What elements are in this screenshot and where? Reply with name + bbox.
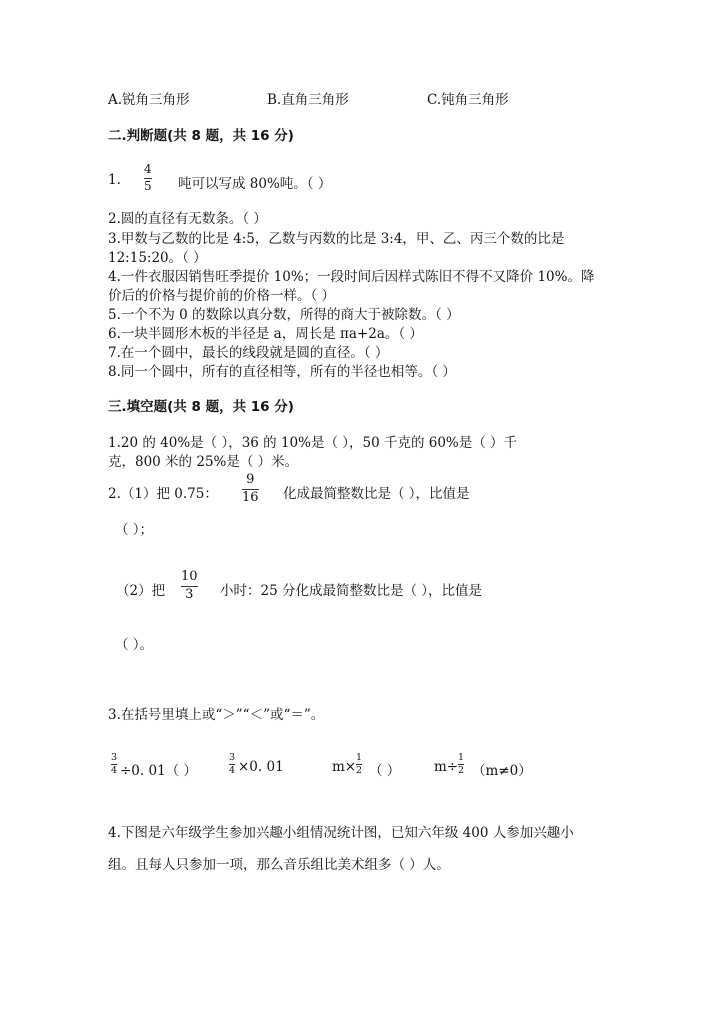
s3-q3: 3.在括号里填上或“＞”“＜”或“＝”。 <box>108 707 325 723</box>
fraction-denominator: 2 <box>356 764 363 776</box>
s2-q4-line1: 4.一件衣服因销售旺季提价 10%；一段时间后因样式陈旧不得不又降价 10%。降 <box>108 269 595 285</box>
s2-q7: 7.在一个圆中，最长的线段就是圆的直径。（ ） <box>108 345 389 361</box>
s2-q4-line2: 价后的价格与提价前的价格一样。（ ） <box>108 288 336 304</box>
s2-q3-line1: 3.甲数与乙数的比是 4:5，乙数与丙数的比是 3:4，甲、乙、丙三个数的比是 <box>108 231 565 247</box>
fraction-numerator: 9 <box>246 472 255 487</box>
s2-q8: 8.同一个圆中，所有的直径相等，所有的半径也相等。（ ） <box>108 364 456 380</box>
fraction-denominator: 3 <box>185 586 194 602</box>
expr-m-div: m÷ <box>434 759 459 775</box>
fraction-denominator: 16 <box>242 489 259 505</box>
s3-q2a-fraction <box>242 473 259 506</box>
fraction-denominator: 4 <box>229 764 236 776</box>
expr-fraction-2 <box>229 753 235 776</box>
s2-q5: 5.一个不为 0 的数除以真分数，所得的商大于被除数。（ ） <box>108 307 460 323</box>
s3-q1-line2: 克，800 米的 25%是（ ）米。 <box>108 454 299 470</box>
fraction-denominator: 2 <box>458 764 465 776</box>
expr-m-times: m× <box>332 759 357 775</box>
fraction-numerator: 10 <box>181 569 198 584</box>
s3-q2b-suffix: 小时：25 分化成最简整数比是（ ），比值是 <box>220 583 483 599</box>
section-2-heading: 二.判断题(共 8 题，共 16 分) <box>108 128 294 144</box>
fraction-numerator: 4 <box>144 162 152 176</box>
s2-q3-line2: 12:15:20。（ ） <box>108 250 207 266</box>
s3-q2b-blank: （ ）。 <box>115 637 154 653</box>
fraction-numerator: 3 <box>229 752 236 763</box>
fraction-numerator: 1 <box>356 752 363 763</box>
s2-q1-number: 1. <box>108 172 121 188</box>
s3-q4-line1: 4.下图是六年级学生参加兴趣小组情况统计图，已知六年级 400 人参加兴趣小 <box>108 825 574 841</box>
expr-fraction-4 <box>458 753 464 776</box>
s3-q1-line1: 1.20 的 40%是（ ），36 的 10%是（ ），50 千克的 60%是（ ）千 <box>108 435 518 451</box>
s3-q4-line2: 组。且每人只参加一项，那么音乐组比美术组多（ ）人。 <box>108 857 450 873</box>
expr-4: （m≠0） <box>472 763 532 779</box>
s3-q2b-fraction <box>181 570 198 603</box>
s2-q1-fraction <box>144 163 152 194</box>
fraction-numerator: 3 <box>111 752 118 763</box>
expr-2: ×0. 01 <box>238 759 284 775</box>
expr-fraction-3 <box>356 753 362 776</box>
option-a: A.锐角三角形 <box>108 92 190 108</box>
s3-q2b-prefix: （2）把 <box>116 583 166 599</box>
fraction-denominator: 5 <box>144 178 152 193</box>
expr-fraction-1 <box>111 753 117 776</box>
s3-q2a-prefix: 2.（1）把 0.75： <box>108 486 218 502</box>
s3-q2a-suffix: 化成最简整数比是（ ），比值是 <box>283 486 470 502</box>
expr-1: ÷0. 01（ ） <box>120 763 197 779</box>
fraction-numerator: 1 <box>458 752 465 763</box>
fraction-denominator: 4 <box>111 764 118 776</box>
option-b: B.直角三角形 <box>267 92 349 108</box>
option-c: C.钝角三角形 <box>427 92 509 108</box>
s2-q6: 6.一块半圆形木板的半径是 a，周长是 πa+2a。（ ） <box>108 326 423 342</box>
s3-q2a-blank: （ ）； <box>115 522 154 538</box>
s2-q1-text: 吨可以写成 80%吨。（ ） <box>178 176 332 192</box>
expr-3: （ ） <box>369 763 401 779</box>
section-3-heading: 三.填空题(共 8 题，共 16 分) <box>108 399 294 415</box>
s2-q2: 2.圆的直径有无数条。（ ） <box>108 211 267 227</box>
